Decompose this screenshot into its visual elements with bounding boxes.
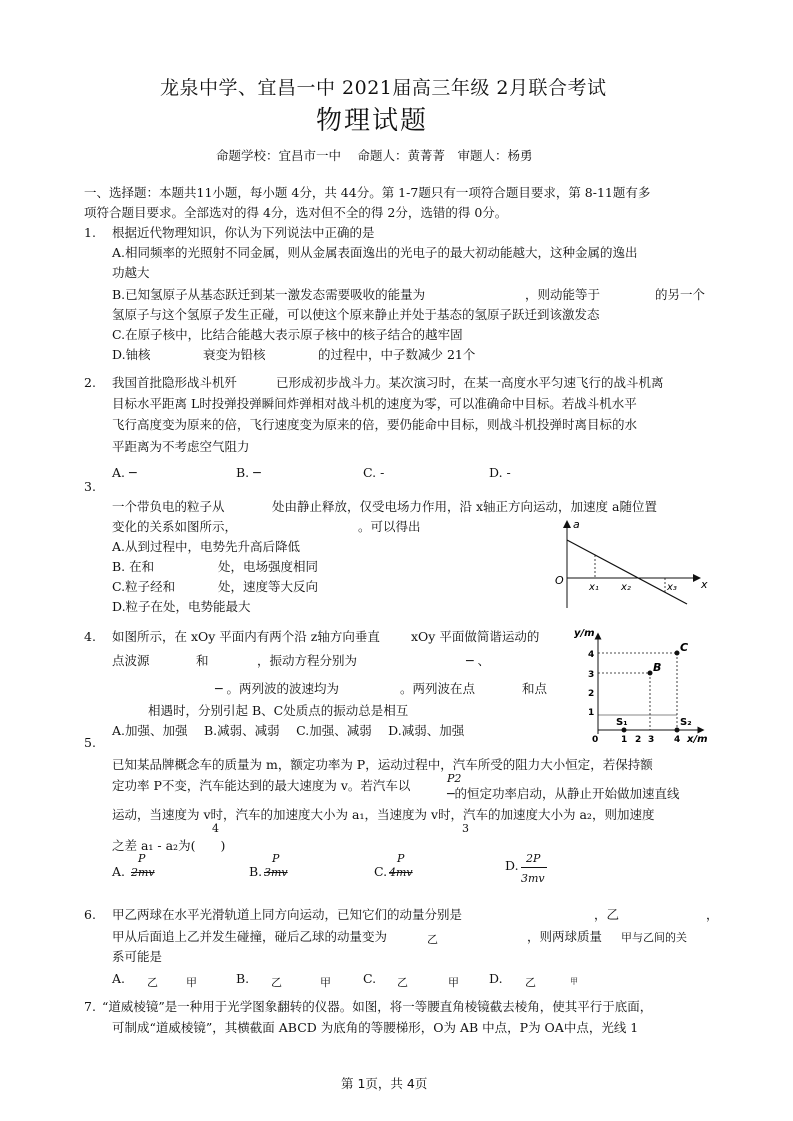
option-a-letter: A. (112, 971, 126, 986)
stem-line2-part1: 点波源 (112, 653, 150, 668)
stem-line3-part1: ─ 。两列波的波速均为 (215, 681, 339, 696)
option-c-letter: C. (363, 971, 377, 986)
wave-source-grid-graph (568, 626, 713, 748)
y-tick-4: 4 (588, 650, 595, 660)
author-info: 命题学校：宜昌市一中 命题人：黄菁菁 审题人：杨勇 (216, 148, 533, 163)
option-a-numerator: P (138, 852, 146, 865)
option-b: B. ─ (236, 465, 261, 480)
point-s2 (675, 728, 680, 733)
option-b-denominator: 3mv (264, 866, 288, 879)
stem-part1: 我国首批隐形战斗机歼 (112, 375, 238, 390)
question-number: 4. (84, 629, 96, 644)
stem-part2: 处由静止释放，仅受电场力作用，沿 x轴正方向运动，加速度 a随位置 (272, 499, 657, 514)
stem-line2-part2: ，则两球质量 (527, 929, 603, 944)
option-a-denominator: 2mv (131, 866, 155, 879)
stem-part1: 如图所示，在 xOy 平面内有两个沿 z轴方向垂直 (112, 629, 380, 644)
x-tick-1: 1 (621, 735, 628, 745)
option-d-fraction-bar (521, 867, 547, 868)
point-b-label: B (653, 661, 662, 674)
option-d: D.粒子在处，电势能最大 (112, 599, 251, 614)
stem-line3-part2: 。两列波在点 (400, 681, 476, 696)
option-c-denominator: 4mv (389, 866, 413, 879)
x2-label: x₂ (621, 582, 631, 593)
stem-line3: 系可能是 (112, 949, 163, 964)
option-a-sub1: 乙 (147, 976, 158, 989)
option-c-sub1: 乙 (397, 976, 408, 989)
option-c-part2: 处，速度等大反向 (218, 579, 319, 594)
stem-line1-part3: ， (706, 907, 719, 922)
stem-line2-part2: ─的恒定功率启动，从静止开始做加速直线 (447, 786, 680, 801)
stem-part2: 已形成初步战斗力。某次演习时，在某一高度水平匀速飞行的战斗机离 (276, 375, 664, 390)
x-tick-2: 2 (635, 735, 642, 745)
stem-line2: 可制成“道威棱镜”，其横截面 ABCD 为底角的等腰梯形，O为 AB 中点，P为 OA中点，光线 1 (112, 1020, 639, 1035)
option-c: C.在原子核中，比结合能越大表示原子核中的核子结合的越牢固 (112, 327, 463, 342)
option-b-part1: B.已知氢原子从基态跃迁到某一激发态需要吸收的能量为 (112, 287, 426, 302)
fraction-denominator-4: 4 (212, 822, 219, 835)
stem-line2-part2: 和 (196, 653, 209, 668)
stem-line2-part1: 定功率 P不变，汽车能达到的最大速度为 v。若汽车以 (112, 778, 411, 793)
question-number: 5. (84, 735, 96, 750)
option-b-line2: 氢原子与这个氢原子发生正碰，可以使这个原来静止并处于基态的氢原子跃迁到该激发态 (112, 307, 600, 322)
page-footer: 第 1页，共 4页 (341, 1076, 428, 1091)
point-s2-label: S₂ (680, 717, 692, 728)
point-c-label: C (680, 641, 689, 654)
stem-line1: “道威棱镜”是一种用于光学图象翻转的仪器。如图，将一等腰直角棱镜截去棱角，使其平行于底面， (102, 999, 653, 1014)
option-d-part2: 衰变为铅核 (203, 347, 266, 362)
option-b-letter: B. (249, 864, 263, 879)
stem-line2-part2: 。可以得出 (358, 519, 421, 534)
stem-line2-part3: ，振动方程分别为 (257, 653, 358, 668)
x1-label: x₁ (589, 582, 599, 593)
y-axis-label: a (573, 518, 580, 531)
stem-line1-part2: ，乙 (594, 907, 620, 922)
option-b-part2: ，则动能等于 (525, 287, 601, 302)
option-a: A. ─ (112, 465, 137, 480)
stem-line4: 平距离为不考虑空气阻力 (112, 439, 250, 454)
acceleration-position-graph (555, 518, 715, 618)
question-number: 3. (84, 479, 96, 494)
option-d: D. - (489, 465, 511, 480)
x3-label: x₃ (667, 582, 677, 593)
stem-line1: 已知某品牌概念车的质量为 m，额定功率为 P，运动过程中，汽车所受的阻力大小恒定，若保持额 (112, 757, 653, 772)
point-b (648, 671, 653, 676)
option-b-letter: B. (236, 971, 250, 986)
stem-part1: 一个带负电的粒子从 (112, 499, 225, 514)
option-c-sub2: 甲 (448, 976, 459, 989)
origin-label: O (555, 574, 564, 587)
section-instructions-line1: 一、选择题：本题共11小题，每小题 4分，共 44分。第 1-7题只有一项符合题目要求，第 8-11题有多 (84, 185, 651, 200)
stem-line1-part1: 甲乙两球在水平光滑轨道上同方向运动，已知它们的动量分别是 (112, 907, 463, 922)
stem-subscript-yi: 乙 (427, 933, 438, 946)
fraction-denominator-3: 3 (462, 822, 469, 835)
stem-line3: 飞行高度变为原来的倍，飞行速度变为原来的倍，要仍能命中目标，则战斗机投弹时离目标的水 (112, 417, 638, 432)
option-a-line2: 功越大 (112, 265, 150, 280)
point-s1 (622, 728, 627, 733)
options: A.加强、加强 B.减弱、减弱 C.加强、减弱 D.减弱、加强 (112, 723, 465, 738)
stem-line2-part1: 甲从后面追上乙并发生碰撞，碰后乙球的动量变为 (112, 929, 388, 944)
question-stem: 根据近代物理知识，你认为下列说法中正确的是 (112, 225, 375, 240)
x-axis-label: x (701, 578, 708, 591)
option-d-letter: D. (489, 971, 503, 986)
y-tick-1: 1 (588, 708, 595, 718)
exam-title: 龙泉中学、宜昌一中 2021届高三年级 2月联合考试 (160, 77, 607, 99)
option-b-part1: B. 在和 (112, 559, 155, 574)
option-d-part3: 的过程中，中子数减少 21个 (318, 347, 476, 362)
section-instructions-line2: 项符合题目要求。全部选对的得 4分，选对但不全的得 2分，选错的得 0分。 (84, 205, 508, 220)
option-c-numerator: P (397, 852, 405, 865)
y-tick-2: 2 (588, 689, 595, 699)
stem-line2-part3: 甲与乙间的关 (621, 931, 687, 944)
stem-line4: 之差 a₁ - a₂为( ) (112, 838, 226, 853)
option-a-line1: A.相同频率的光照射不同金属，则从金属表面逸出的光电子的最大初动能越大，这种金属的逸出 (112, 245, 638, 260)
option-a: A.从到过程中，电势先升高后降低 (112, 539, 301, 554)
stem-fraction-numerator: P2 (447, 772, 462, 785)
option-b-sub2: 甲 (320, 976, 331, 989)
option-d-part1: D.铀核 (112, 347, 151, 362)
option-d-denominator: 3mv (521, 872, 545, 885)
x-axis-label: x/m (687, 734, 708, 745)
option-d-sub2: 甲 (570, 977, 578, 986)
y-tick-3: 3 (588, 670, 595, 680)
option-b-numerator: P (272, 852, 280, 865)
point-s1-label: S₁ (616, 717, 628, 728)
stem-line2: 目标水平距离 L时投弹投弹瞬间炸弹相对战斗机的速度为零，可以准确命中目标。若战斗机水平 (112, 396, 637, 411)
stem-line2-part1: 变化的关系如图所示， (112, 519, 238, 534)
graph-line (567, 540, 687, 604)
option-d-numerator: 2P (526, 852, 541, 865)
option-c: C. - (363, 465, 385, 480)
point-c (675, 651, 680, 656)
origin-label: 0 (592, 735, 599, 745)
page-subtitle: 物理试题 (316, 106, 429, 136)
stem-line3-part3: 和点 (522, 681, 548, 696)
stem-part2: xOy 平面做简谐运动的 (411, 629, 540, 644)
option-b-part3: 的另一个 (655, 287, 706, 302)
option-d-letter: D. (505, 858, 519, 873)
question-number: 7. (84, 999, 96, 1014)
option-a-sub2: 甲 (186, 976, 197, 989)
option-a-letter: A. (112, 864, 126, 879)
question-number: 1. (84, 225, 96, 240)
option-b-sub1: 乙 (271, 976, 282, 989)
question-number: 2. (84, 375, 96, 390)
x-tick-4: 4 (674, 735, 681, 745)
stem-line3: 运动，当速度为 v时，汽车的加速度大小为 a₁，当速度为 v时，汽车的加速度大小为 a₂，则加速度 (112, 807, 655, 822)
option-c-letter: C. (374, 864, 388, 879)
question-number: 6. (84, 907, 96, 922)
option-d-sub1: 乙 (525, 976, 536, 989)
y-axis-label: y/m (574, 628, 595, 639)
stem-line2-part4: ─ 、 (466, 653, 490, 668)
option-c-part1: C.粒子经和 (112, 579, 176, 594)
x-tick-3: 3 (648, 735, 655, 745)
option-b-part2: 处，电场强度相同 (218, 559, 319, 574)
stem-line4: 相遇时，分别引起 B、C处质点的振动总是相互 (148, 703, 409, 718)
